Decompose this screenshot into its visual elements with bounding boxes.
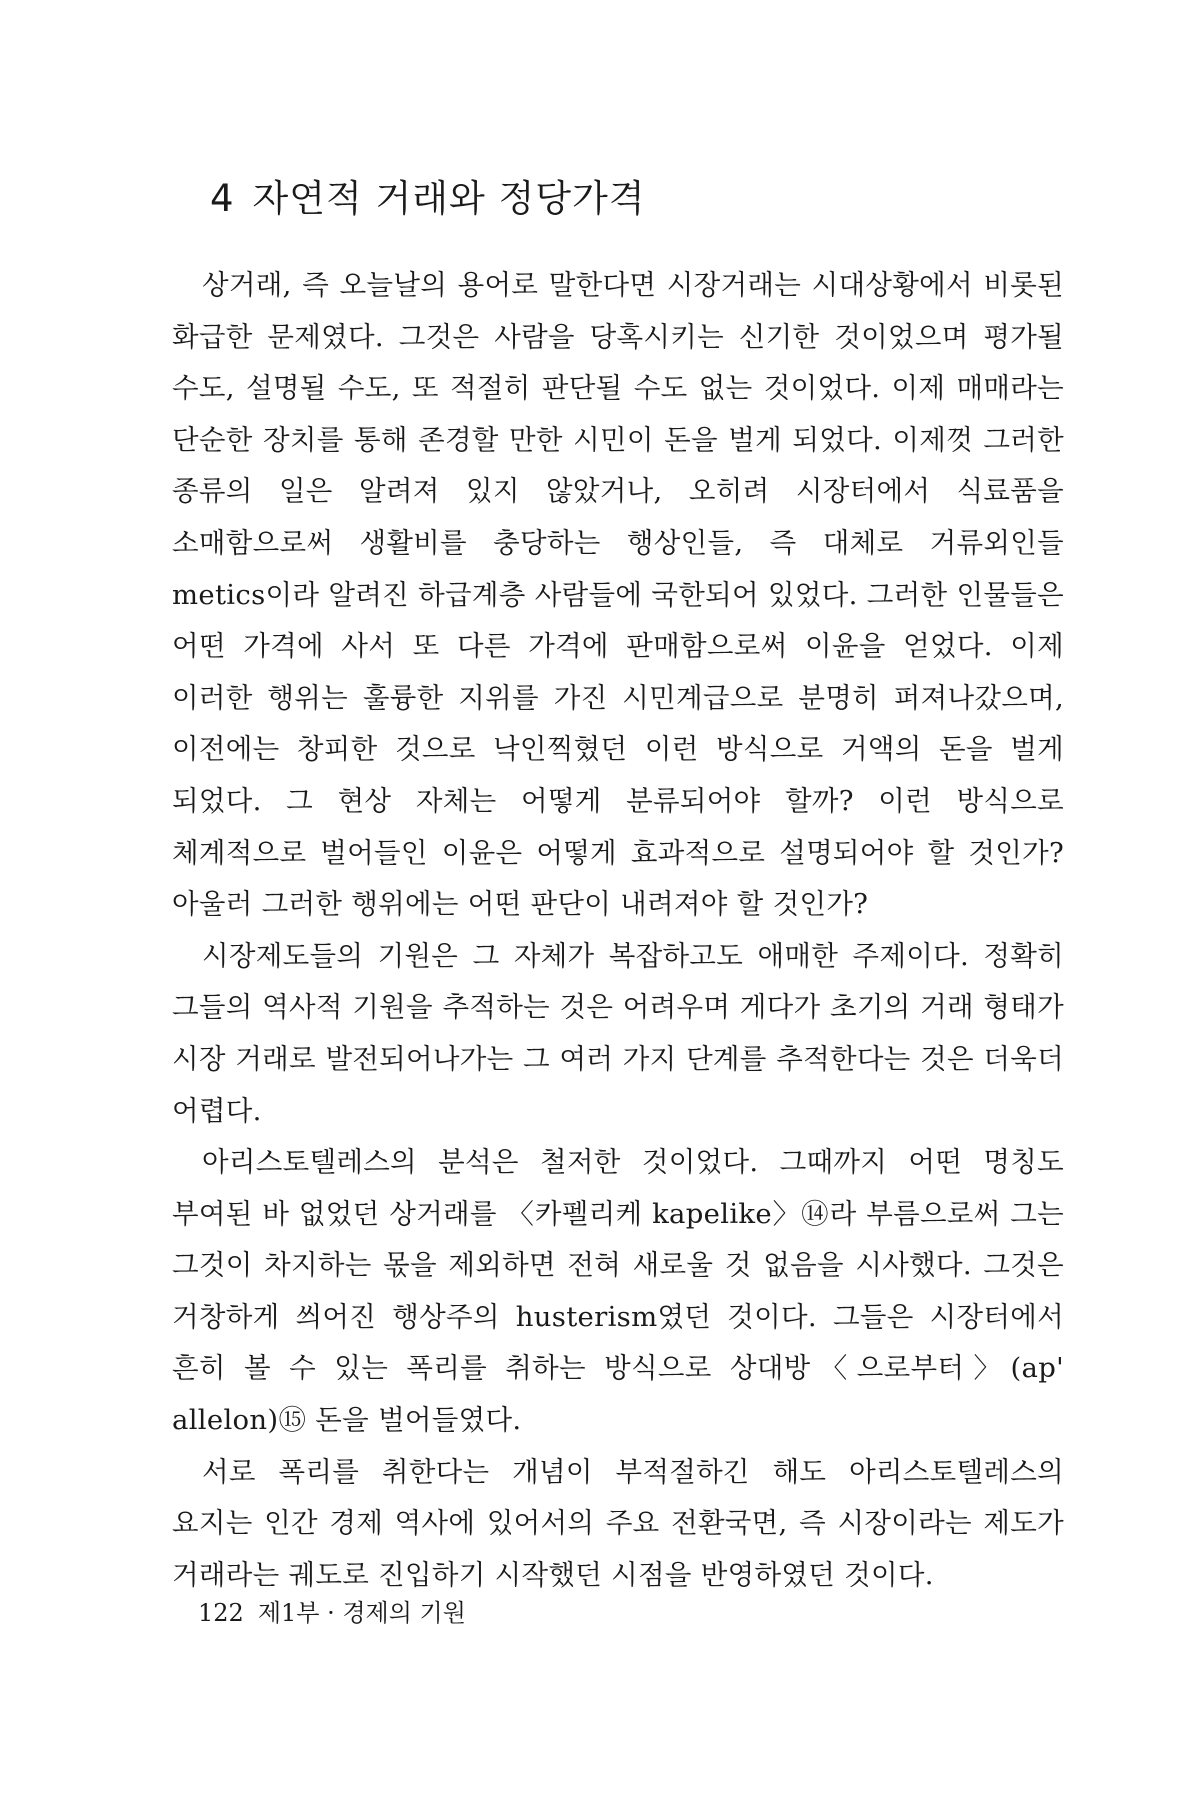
paragraph-1: 상거래, 즉 오늘날의 용어로 말한다면 시장거래는 시대상황에서 비롯된 화급한 문제였다. 그것은 사람을 당혹시키는 신기한 것이었으며 평가될 수도, 설명될 수도, 또 적절히 판단될 수도 없는 것이었다. 이제 매매라는 단순한 장치를 통해 존경할 만한 시민이 돈을 벌게 되었다. 이제껏 그러한 종류의 일은 알려져 있지 않았거나, 오히려 시장터에서 식료품을 소매함으로써 생활비를 충당하는 행상인들, 즉 대체로 거류외인들 metics이라 알려진 하급계층 사람들에 국한되어 있었다. 그러한 인물들은 어떤 가격에 사서 또 다른 가격에 판매함으로써 이윤을 얻었다. 이제 이러한 행위는 훌륭한 지위를 가진 시민계급으로 분명히 퍼져나갔으며, 이전에는 창피한 것으로 낙인찍혔던 이런 방식으로 거액의 돈을 벌게 되었다. 그 현상 자체는 어떻게 분류되어야 할까? 이런 방식으로 체계적으로 벌어들인 이윤은 어떻게 효과적으로 설명되어야 할 것인가? 아울러 그러한 행위에는 어떤 판단이 내려져야 할 것인가? [172,269,1064,921]
paragraph-2: 시장제도들의 기원은 그 자체가 복잡하고도 애매한 주제이다. 정확히 그들의 역사적 기원을 추적하는 것은 어려우며 게다가 초기의 거래 형태가 시장 거래로 발전되어나가는 그 여러 가지 단계를 추적한다는 것은 더욱더 어렵다. [172,939,1064,1127]
body-text [172,260,1064,1601]
page-footer [198,1593,466,1628]
section-number: 4 [210,177,235,220]
page-number: 122 [198,1599,244,1627]
section-heading [210,168,646,222]
part-label: 제1부 · 경제의 기원 [257,1599,466,1627]
section-title-text: 자연적 거래와 정당가격 [252,177,646,220]
paragraph-4: 서로 폭리를 취한다는 개념이 부적절하긴 해도 아리스토텔레스의 요지는 인간 경제 역사에 있어서의 주요 전환국면, 즉 시장이라는 제도가 거래라는 궤도로 진입하기 시작했던 시점을 반영하였던 것이다. [172,1455,1064,1591]
paragraph-3: 아리스토텔레스의 분석은 철저한 것이었다. 그때까지 어떤 명칭도 부여된 바 없었던 상거래를 〈카펠리케 kapelike〉⑭라 부름으로써 그는 그것이 차지하는 몫을 제외하면 전혀 새로울 것 없음을 시사했다. 그것은 거창하게 씌어진 행상주의 husterism였던 것이다. 그들은 시장터에서 흔히 볼 수 있는 폭리를 취하는 방식으로 상대방〈으로부터〉(ap' allelon)⑮ 돈을 벌어들였다. [172,1146,1064,1437]
